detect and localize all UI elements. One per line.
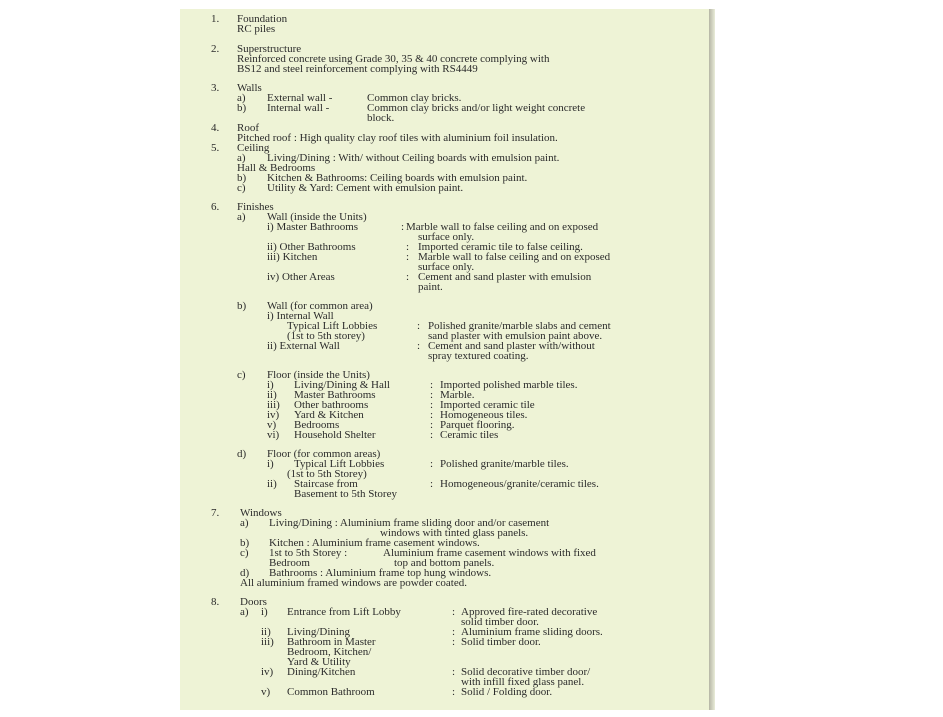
section-number: 7.	[211, 507, 220, 519]
item-sep: :	[452, 626, 456, 638]
item-mark: c)	[237, 369, 246, 381]
item-sep: :	[430, 478, 434, 490]
item-sep: :	[401, 221, 405, 233]
section-number: 1.	[211, 13, 220, 25]
item-number: ii)	[267, 478, 277, 490]
item-mark: a)	[237, 152, 246, 164]
item-label: iii) Kitchen	[267, 251, 318, 263]
item-label: ii) External Wall	[267, 340, 340, 352]
item-value: Approved fire-rated decorative	[461, 606, 598, 618]
item-value: with infill fixed glass panel.	[461, 676, 585, 688]
item-sep: :	[417, 340, 421, 352]
item-mark: d)	[240, 567, 250, 579]
item-label: iv) Other Areas	[267, 271, 335, 283]
item-number: i)	[267, 379, 274, 391]
item-value: Homogeneous tiles.	[440, 409, 528, 421]
item-sep: :	[417, 320, 421, 332]
item-sep: :	[430, 389, 434, 401]
item-value: solid timber door.	[461, 616, 539, 628]
item-value: Solid decorative timber door/	[461, 666, 591, 678]
item-label: Bedroom	[269, 557, 310, 569]
item-value: Imported ceramic tile	[440, 399, 535, 411]
item-label: Typical Lift Lobbies	[294, 458, 385, 470]
item-label: Living/Dining	[287, 626, 350, 638]
item-mark: c)	[240, 547, 249, 559]
item-label: Dining/Kitchen	[287, 666, 356, 678]
item-value: Solid / Folding door.	[461, 686, 553, 698]
item-mark: a)	[237, 92, 246, 104]
item-number: iii)	[261, 636, 274, 648]
item-label: Common Bathroom	[287, 686, 375, 698]
item-value: Ceramic tiles	[440, 429, 499, 441]
item-sep: :	[452, 636, 456, 648]
item-value: Marble wall to false ceiling and on exposed	[406, 221, 599, 233]
item-text: Living/Dining : Aluminium frame sliding door and/or casement	[269, 517, 550, 529]
item-mark: b)	[240, 537, 250, 549]
item-mark: a)	[240, 517, 249, 529]
item-label: Internal wall -	[267, 102, 330, 114]
item-label: Living/Dining & Hall	[294, 379, 390, 391]
item-text: Kitchen & Bathrooms: Ceiling boards with emulsion paint.	[267, 172, 528, 184]
item-value: block.	[367, 112, 395, 124]
section-title: Doors	[240, 596, 267, 608]
item-label: ii) Other Bathrooms	[267, 241, 356, 253]
item-value: Common clay bricks and/or light weight concrete	[367, 102, 586, 114]
item-text: Hall & Bedrooms	[237, 162, 316, 174]
item-label: Bedroom, Kitchen/	[287, 646, 372, 658]
item-label: Staircase from	[294, 478, 358, 490]
item-sep: :	[406, 271, 410, 283]
item-value: Polished granite/marble tiles.	[440, 458, 569, 470]
item-value: spray textured coating.	[428, 350, 529, 362]
item-label: Bathroom in Master	[287, 636, 376, 648]
item-text: Living/Dining : With/ without Ceiling boards with emulsion paint.	[267, 152, 560, 164]
item-value: paint.	[418, 281, 443, 293]
section-title: Ceiling	[237, 142, 270, 154]
subsection-title: Floor (inside the Units)	[267, 369, 370, 381]
section-number: 8.	[211, 596, 220, 608]
item-mark: b)	[237, 102, 247, 114]
item-mark: b)	[237, 300, 247, 312]
item-label: Bedrooms	[294, 419, 340, 431]
page-edge-shadow	[709, 9, 715, 710]
item-text: Kitchen : Aluminium frame casement windows.	[269, 537, 480, 549]
section-title: Windows	[240, 507, 282, 519]
item-value: Solid timber door.	[461, 636, 541, 648]
section-note: All aluminium framed windows are powder coated.	[240, 577, 467, 589]
section-title: Finishes	[237, 201, 274, 213]
item-value: Homogeneous/granite/ceramic tiles.	[440, 478, 599, 490]
section-title: Superstructure	[237, 43, 302, 55]
item-value: Cement and sand plaster with emulsion	[418, 271, 592, 283]
item-value: top and bottom panels.	[394, 557, 495, 569]
item-value: Marble wall to false ceiling and on exposed	[418, 251, 611, 263]
item-sep: :	[430, 399, 434, 411]
item-label: Entrance from Lift Lobby	[287, 606, 401, 618]
subsection-title: Wall (for common area)	[267, 300, 373, 312]
item-label: Other bathrooms	[294, 399, 369, 411]
item-label: Master Bathrooms	[294, 389, 376, 401]
item-number: i)	[261, 606, 268, 618]
item-value: Parquet flooring.	[440, 419, 515, 431]
item-label: External wall -	[267, 92, 333, 104]
item-mark: d)	[237, 448, 247, 460]
section-text: RC piles	[237, 23, 276, 35]
section-number: 2.	[211, 43, 220, 55]
item-label: 1st to 5th Storey :	[269, 547, 348, 559]
item-number: iii)	[267, 399, 280, 411]
section-text: Reinforced concrete using Grade 30, 35 & 40 concrete complying with	[237, 53, 550, 65]
item-number: v)	[267, 419, 277, 431]
item-number: vi)	[267, 429, 280, 441]
item-value: surface only.	[418, 231, 475, 243]
item-sep: :	[452, 606, 456, 618]
specification-page	[180, 9, 709, 710]
item-number: ii)	[267, 389, 277, 401]
item-text: Bathrooms : Aluminium frame top hung windows.	[269, 567, 492, 579]
item-text: windows with tinted glass panels.	[380, 527, 529, 539]
item-number: v)	[261, 686, 271, 698]
item-value: surface only.	[418, 261, 475, 273]
item-label: (1st to 5th Storey)	[287, 468, 367, 480]
item-sep: :	[452, 686, 456, 698]
section-title: Walls	[237, 82, 262, 94]
section-title: Foundation	[237, 13, 288, 25]
item-sep: :	[406, 241, 410, 253]
item-label: Yard & Utility	[287, 656, 351, 668]
item-value: Polished granite/marble slabs and cement	[428, 320, 611, 332]
item-mark: b)	[237, 172, 247, 184]
item-value: Cement and sand plaster with/without	[428, 340, 595, 352]
item-number: iv)	[261, 666, 274, 678]
item-sep: :	[430, 379, 434, 391]
item-value: Imported ceramic tile to false ceiling.	[418, 241, 583, 253]
item-number: ii)	[261, 626, 271, 638]
item-number: iv)	[267, 409, 280, 421]
item-text: Utility & Yard: Cement with emulsion paint.	[267, 182, 464, 194]
section-number: 4.	[211, 122, 220, 134]
item-sep: :	[430, 409, 434, 421]
section-number: 6.	[211, 201, 220, 213]
item-value: Aluminium frame casement windows with fixed	[383, 547, 596, 559]
section-title: Roof	[237, 122, 259, 134]
item-label: Household Shelter	[294, 429, 376, 441]
item-value: sand plaster with emulsion paint above.	[428, 330, 603, 342]
item-mark: a)	[240, 606, 249, 618]
item-value: Imported polished marble tiles.	[440, 379, 578, 391]
item-label: Yard & Kitchen	[294, 409, 364, 421]
item-value: Common clay bricks.	[367, 92, 462, 104]
item-mark: c)	[237, 182, 246, 194]
item-value: Marble.	[440, 389, 475, 401]
section-text: BS12 and steel reinforcement complying with RS4449	[237, 63, 478, 75]
item-label: (1st to 5th storey)	[287, 330, 365, 342]
subsection-title: Floor (for common areas)	[267, 448, 381, 460]
section-text: Pitched roof : High quality clay roof tiles with aluminium foil insulation.	[237, 132, 558, 144]
item-mark: a)	[237, 211, 246, 223]
item-sep: :	[430, 429, 434, 441]
item-sep: :	[430, 458, 434, 470]
item-sep: :	[430, 419, 434, 431]
item-label: Basement to 5th Storey	[294, 488, 397, 500]
item-sep: :	[452, 666, 456, 678]
item-number: i)	[267, 458, 274, 470]
item-label: i) Internal Wall	[267, 310, 334, 322]
section-number: 5.	[211, 142, 220, 154]
item-label: Typical Lift Lobbies	[287, 320, 378, 332]
item-label: i) Master Bathrooms	[267, 221, 359, 233]
section-number: 3.	[211, 82, 220, 94]
item-sep: :	[406, 251, 410, 263]
subsection-title: Wall (inside the Units)	[267, 211, 367, 223]
item-value: Aluminium frame sliding doors.	[461, 626, 603, 638]
